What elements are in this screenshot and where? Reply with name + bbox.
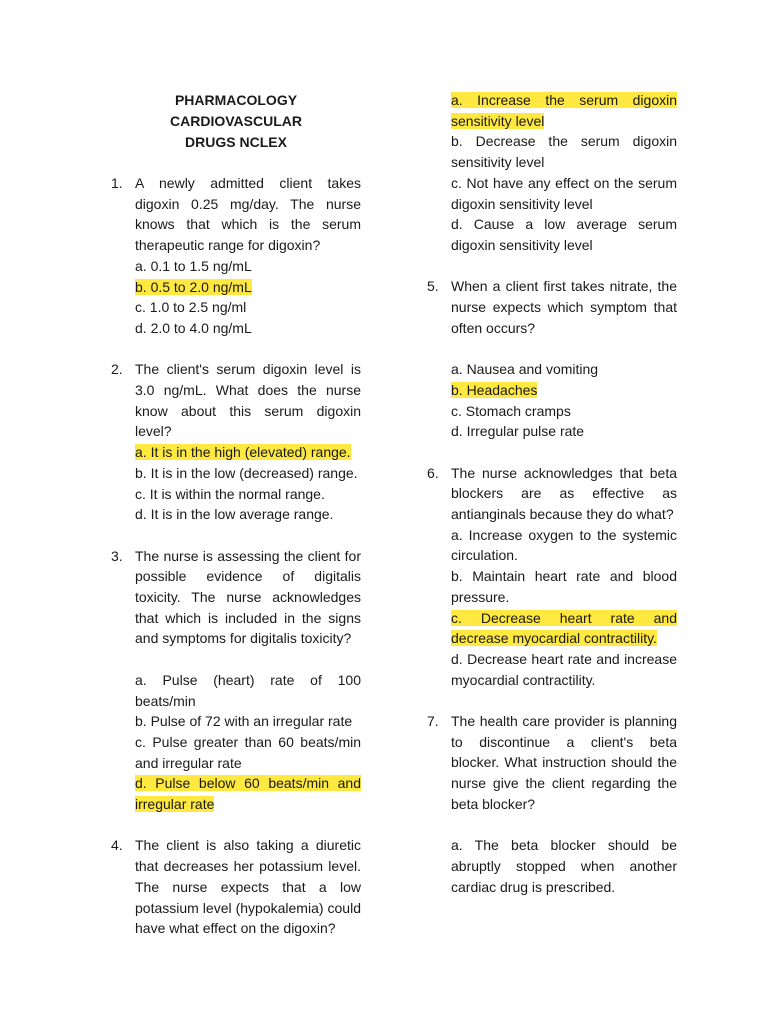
answer-option: c. 1.0 to 2.5 ng/ml: [135, 299, 247, 316]
question-number: 1.: [111, 175, 123, 191]
document-title: [111, 90, 361, 153]
answer-option-highlighted: c. Decrease heart rate and decrease myocardial contractility.: [451, 609, 677, 647]
answer-option: a. Nausea and vomiting: [451, 361, 599, 378]
answer-option: d. Decrease heart rate and increase myocardial contractility.: [451, 650, 677, 688]
question-1: [111, 173, 361, 339]
answer-option: b. Decrease the serum digoxin sensitivity level: [451, 133, 677, 171]
answer-option: a. Increase oxygen to the systemic circulation.: [451, 526, 677, 564]
answer-option-highlighted: a. It is in the high (elevated) range.: [135, 444, 351, 461]
left-column: [111, 90, 361, 960]
question-number: 4.: [111, 837, 123, 854]
answer-option: d. Irregular pulse rate: [451, 423, 585, 440]
answer-option: b. Maintain heart rate and blood pressure.: [451, 568, 677, 605]
question-stem: The health care provider is planning to discontinue a client's beta blocker. What instruction should the nurse give the client regarding the beta blocker?: [451, 713, 677, 812]
question-stem: The nurse is assessing the client for possible evidence of digitalis toxicity. The nurse acknowledges that which is included in the signs and symptoms for digitalis toxicity?: [135, 547, 361, 647]
question-2: [111, 359, 361, 525]
question-stem: When a client first takes nitrate, the nurse expects which symptom that often occurs?: [451, 278, 677, 336]
title-line-2: DRUGS NCLEX: [185, 134, 287, 150]
question-7: [427, 711, 677, 897]
right-column: [427, 90, 677, 918]
title-line-1: PHARMACOLOGY CARDIOVASCULAR: [170, 92, 302, 129]
question-stem: The client's serum digoxin level is 3.0 ng/mL. What does the nurse know about this serum digoxin level?: [135, 361, 361, 440]
answer-option: c. Stomach cramps: [451, 402, 571, 419]
question-6: [427, 463, 677, 691]
question-number: 6.: [427, 464, 439, 481]
answer-option-highlighted: b. 0.5 to 2.0 ng/mL: [135, 278, 252, 295]
answer-option: a. Pulse (heart) rate of 100 beats/min: [135, 671, 361, 709]
question-stem: The nurse acknowledges that beta blockers are as effective as antianginals because they do what?: [451, 464, 677, 523]
question-3: [111, 546, 361, 815]
answer-option: b. Pulse of 72 with an irregular rate: [135, 713, 353, 730]
answer-option: a. 0.1 to 1.5 ng/mL: [135, 257, 252, 274]
question-4: [111, 835, 361, 939]
question-number: 7.: [427, 713, 439, 730]
answer-option-highlighted: a. Increase the serum digoxin sensitivity level: [451, 92, 677, 129]
answer-option: d. Cause a low average serum digoxin sensitivity level: [451, 216, 677, 253]
answer-option: d. 2.0 to 4.0 ng/mL: [135, 319, 252, 336]
answer-option-highlighted: d. Pulse below 60 beats/min and irregular rate: [135, 775, 361, 813]
question-4-options: [427, 90, 677, 256]
answer-option: c. Pulse greater than 60 beats/min and irregular rate: [135, 733, 361, 771]
question-number: 2.: [111, 361, 123, 378]
question-number: 3.: [111, 547, 123, 564]
answer-option: c. It is within the normal range.: [135, 485, 325, 502]
question-number: 5.: [427, 278, 439, 295]
answer-option: a. The beta blocker should be abruptly stopped when another cardiac drug is prescribed.: [451, 837, 677, 895]
answer-option: b. It is in the low (decreased) range.: [135, 464, 358, 481]
answer-option-highlighted: b. Headaches: [451, 381, 538, 398]
answer-option: c. Not have any effect on the serum digoxin sensitivity level: [451, 174, 677, 212]
question-5: [427, 276, 677, 442]
answer-option: d. It is in the low average range.: [135, 506, 334, 523]
question-stem: The client is also taking a diuretic that decreases her potassium level. The nurse expects that a low potassium level (hypokalemia) could have what effect on the digoxin?: [135, 837, 361, 937]
question-stem: A newly admitted client takes digoxin 0.25 mg/day. The nurse knows that which is the serum therapeutic range for digoxin?: [135, 175, 361, 254]
